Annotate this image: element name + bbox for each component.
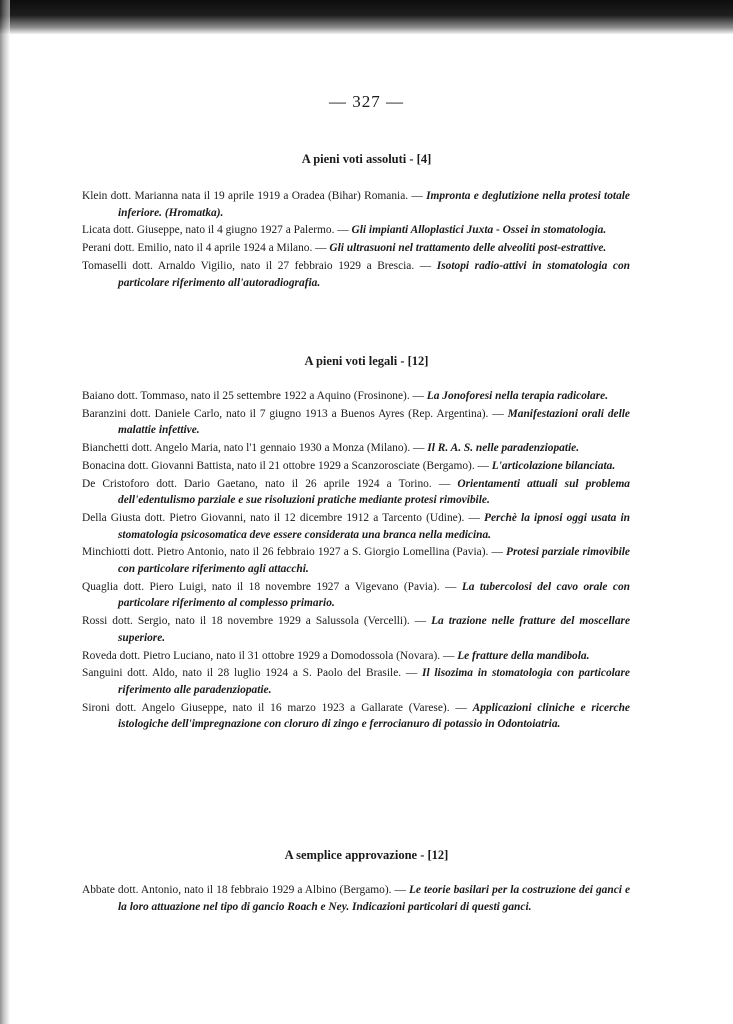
section-entries-approvazione	[82, 882, 630, 916]
scan-top-border	[0, 0, 733, 34]
list-item: Della Giusta dott. Pietro Giovanni, nato il 12 dicembre 1912 a Tarcento (Udine). — Perchè la ipnosi oggi usata in stomatologia psicosomatica deve essere considerata una branca nella medicina.	[82, 512, 630, 541]
list-item: Sanguini dott. Aldo, nato il 28 luglio 1924 a S. Paolo del Brasile. — Il lisozima in stomatologia con particolare riferimento alle paradenziopatie.	[82, 667, 630, 696]
list-item: Quaglia dott. Piero Luigi, nato il 18 novembre 1927 a Vigevano (Pavia). — La tubercolosi del cavo orale con particolare riferimento al complesso primario.	[82, 580, 630, 610]
list-item: Perani dott. Emilio, nato il 4 aprile 1924 a Milano. — Gli ultrasuoni nel trattamento delle alveoliti post-estrattive.	[82, 242, 607, 255]
list-item: Sironi dott. Angelo Giuseppe, nato il 16 marzo 1923 a Gallarate (Varese). — Applicazioni cliniche e ricerche istologiche dell'impregnazione con cloruro di zingo e ferrocianuro di potassio in Odontoiatria.	[82, 701, 630, 731]
section-title-approvazione: A semplice approvazione - [12]	[284, 848, 449, 862]
list-item: Bianchetti dott. Angelo Maria, nato l'1 gennaio 1930 a Monza (Milano). — Il R. A. S. nelle paradenziopatie.	[82, 442, 580, 455]
section-title-legali: A pieni voti legali - [12]	[304, 354, 429, 368]
list-item: Licata dott. Giuseppe, nato il 4 giugno 1927 a Palermo. — Gli impianti Alloplastici Juxta - Ossei in stomatologia.	[82, 224, 607, 237]
list-item: Abbate dott. Antonio, nato il 18 febbraio 1929 a Albino (Bergamo). — Le teorie basilari per la costruzione dei ganci e la loro attuazione nel tipo di gancio Roach e Ney. Indicazioni particolari di questi ganci.	[82, 884, 631, 913]
section-title-assoluti: A pieni voti assoluti - [4]	[301, 152, 432, 166]
list-item: Bonacina dott. Giovanni Battista, nato il 21 ottobre 1929 a Scanzorosciate (Bergamo). — L'articolazione bilanciata.	[82, 459, 616, 472]
list-item: Klein dott. Marianna nata il 19 aprile 1919 a Oradea (Bihar) Romania. — Impronta e deglutizione nella protesi totale inferiore. (Hromatka).	[82, 190, 630, 219]
list-item: Tomaselli dott. Arnaldo Vigilio, nato il 27 febbraio 1929 a Brescia. — Isotopi radio-attivi in stomatologia con particolare riferimento all'autoradiografia.	[82, 259, 630, 289]
list-item: Rossi dott. Sergio, nato il 18 novembre 1929 a Salussola (Vercelli). — La trazione nelle fratture del moscellare superiore.	[82, 615, 631, 644]
list-item: De Cristoforo dott. Dario Gaetano, nato il 26 aprile 1924 a Torino. — Orientamenti attuali sul problema dell'edentulismo parziale e sue risoluzioni pratiche mediante protesi rimovibile.	[82, 477, 630, 507]
list-item: Baiano dott. Tommaso, nato il 25 settembre 1922 a Aquino (Frosinone). — La Jonoforesi nella terapia radicolare.	[82, 390, 609, 402]
section-entries-legali	[82, 388, 630, 734]
list-item: Minchiotti dott. Pietro Antonio, nato il 26 febbraio 1927 a S. Giorgio Lomellina (Pavia). — Protesi parziale rimovibile con particolare riferimento agli attacchi.	[82, 546, 630, 576]
list-item: Baranzini dott. Daniele Carlo, nato il 7 giugno 1913 a Buenos Ayres (Rep. Argentina). — Manifestazioni orali delle malattie infettive.	[82, 407, 630, 437]
list-item: Roveda dott. Pietro Luciano, nato il 31 ottobre 1929 a Domodossola (Novara). — Le fratture della mandibola.	[82, 649, 590, 662]
section-entries-assoluti	[82, 188, 630, 292]
page-number: — 327 —	[329, 92, 404, 111]
